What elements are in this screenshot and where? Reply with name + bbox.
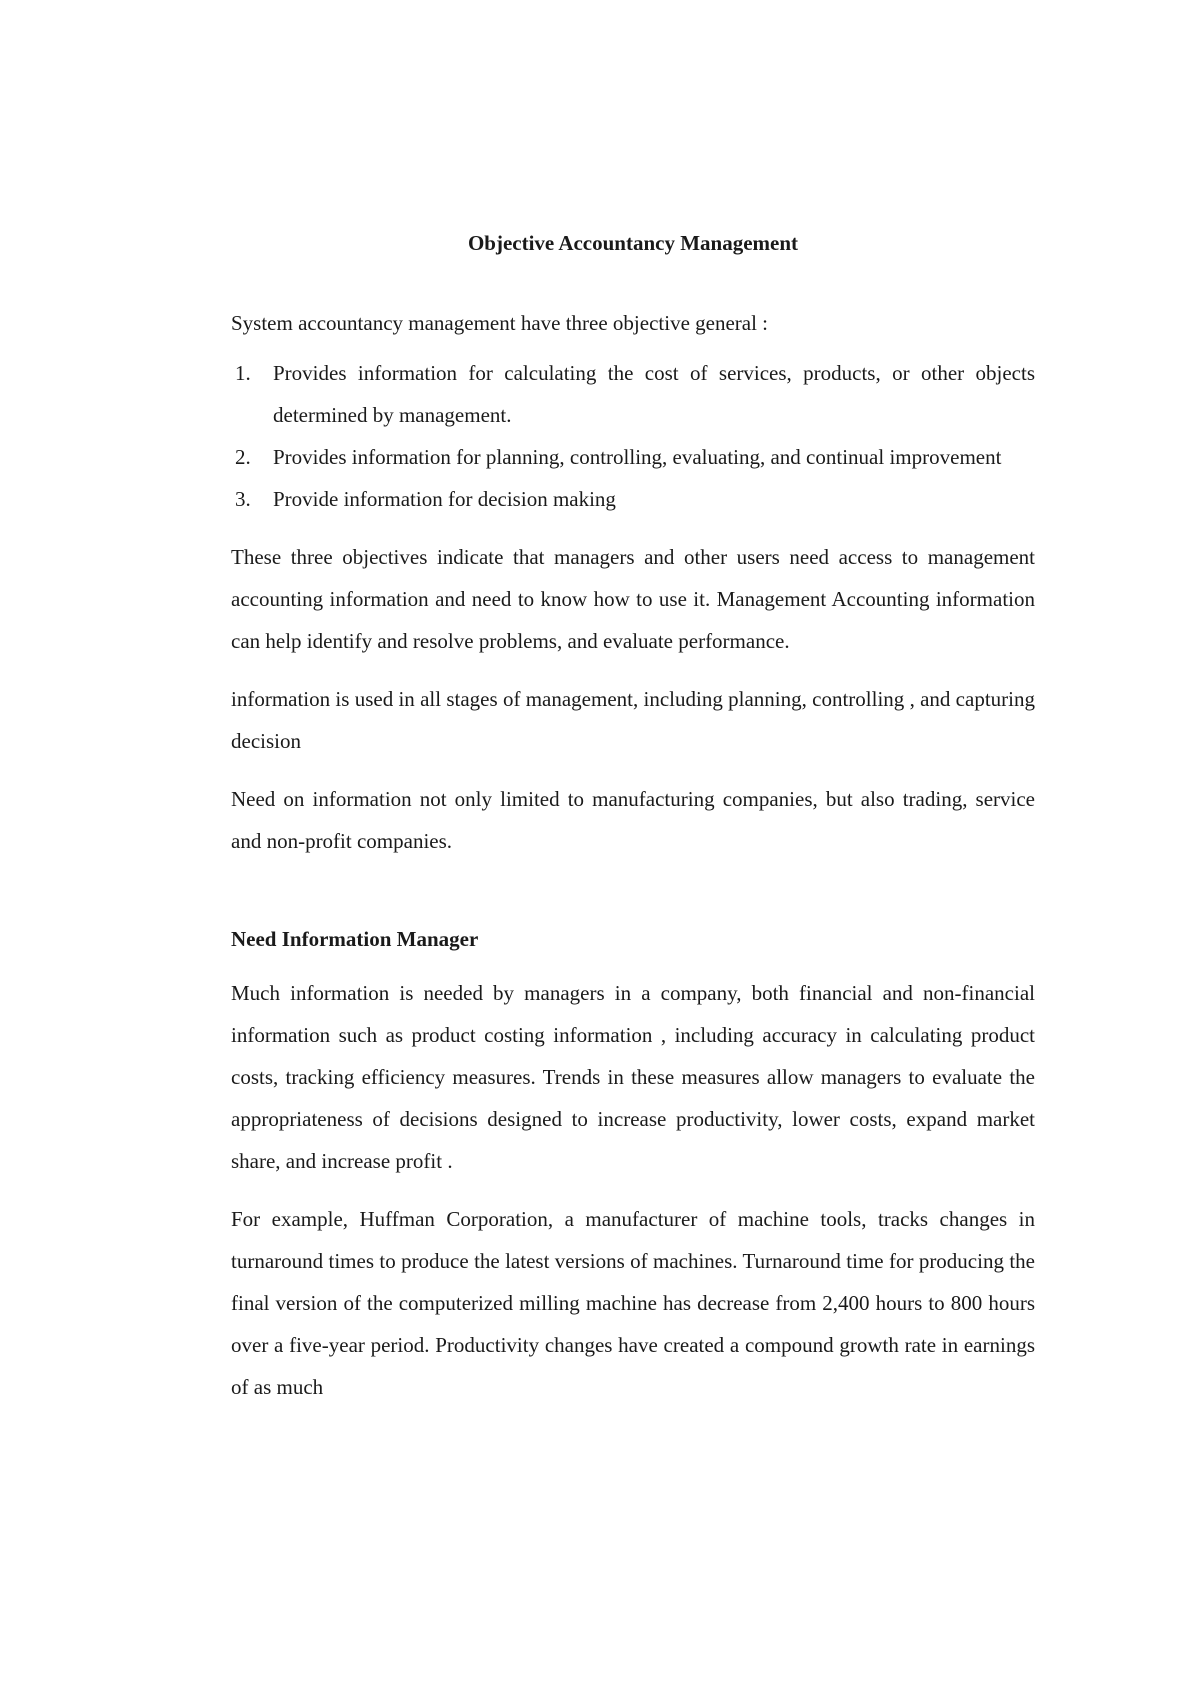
body-paragraph: For example, Huffman Corporation, a manufacturer of machine tools, tracks changes in turnaround times to produce the latest versions of machines. Turnaround time for producing the final version of the computerized milling machine has decrease from 2,400 hours to 800 hours over a five-year period. Productivity changes have created a compound growth rate in earnings of as much [231, 1207, 1035, 1399]
list-item-text: Provides information for calculating the cost of services, products, or other objects determined by management. [273, 361, 1035, 427]
body-paragraph: These three objectives indicate that managers and other users need access to management accounting information and need to know how to use it. Management Accounting information can help identify and resolve problems, and evaluate performance. [231, 545, 1035, 653]
document-page [231, 228, 1035, 1424]
objectives-list [231, 352, 1035, 520]
list-item-number: 1. [235, 361, 251, 385]
section-spacer [231, 878, 1035, 924]
body-paragraph: Need on information not only limited to manufacturing companies, but also trading, service and non-profit companies. [231, 787, 1035, 853]
section-heading: Need Information Manager [231, 927, 479, 951]
intro-text: System accountancy management have three objective general : [231, 311, 769, 335]
body-paragraph: information is used in all stages of management, including planning, controlling , and capturing decision [231, 687, 1035, 753]
list-item-number: 3. [235, 487, 251, 511]
list-item-text: Provide information for decision making [273, 487, 616, 511]
list-item [231, 436, 1035, 478]
list-item [231, 352, 1035, 436]
list-item [231, 478, 1035, 520]
document-title: Objective Accountancy Management [467, 231, 799, 255]
list-item-text: Provides information for planning, controlling, evaluating, and continual improvement [273, 445, 1002, 469]
list-item-number: 2. [235, 445, 251, 469]
body-paragraph: Much information is needed by managers in a company, both financial and non-financial information such as product costing information , including accuracy in calculating product costs, tracking efficiency measures. Trends in these measures allow managers to evaluate the appropriateness of decisions designed to increase productivity, lower costs, expand market share, and increase profit . [231, 981, 1035, 1173]
